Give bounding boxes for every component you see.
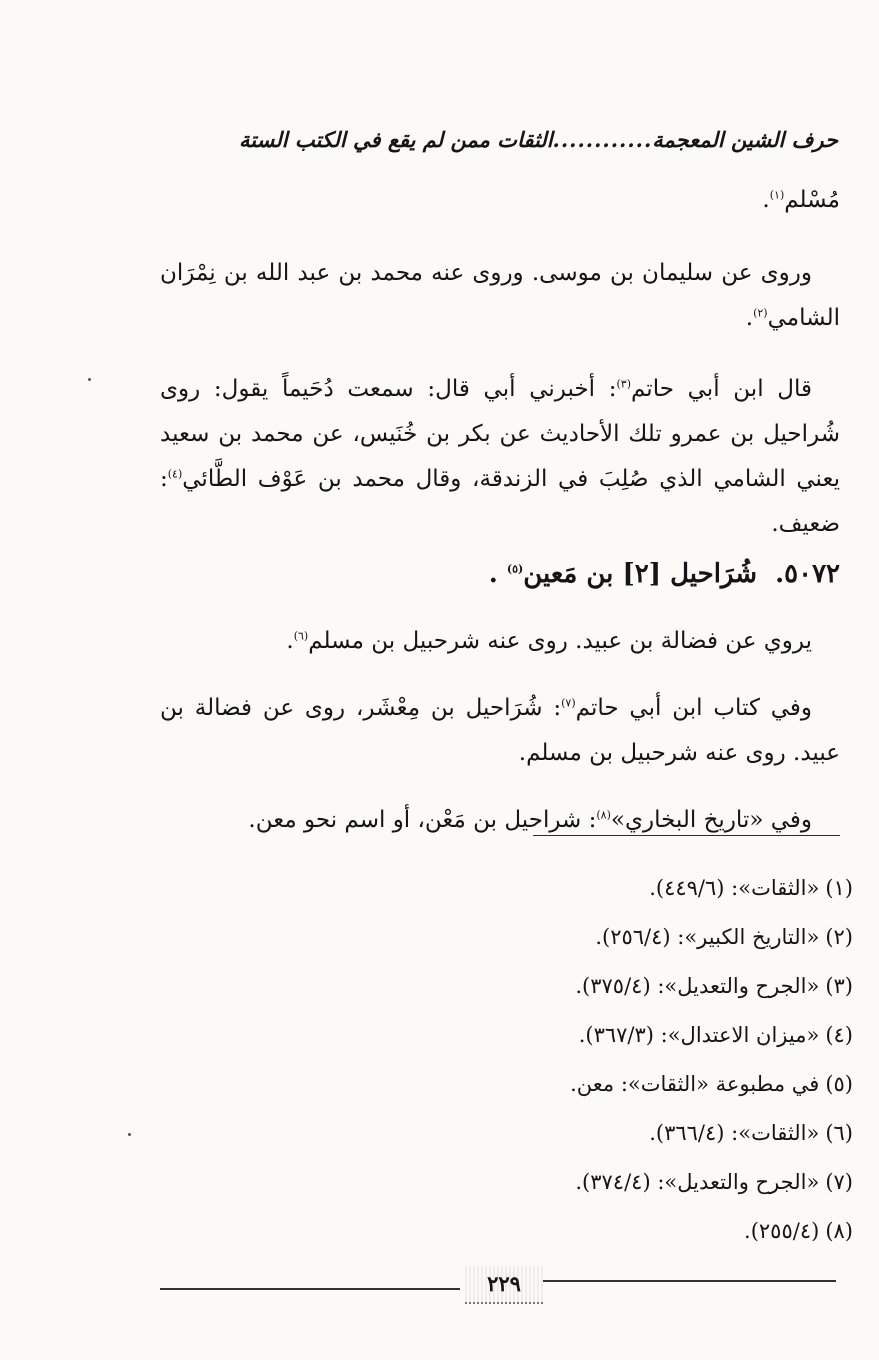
footnote-text: «الجرح والتعديل»: (٣٧٤/٤). (575, 1170, 820, 1194)
book-section-title: الثقات ممن لم يقع في الكتب الستة (239, 127, 553, 152)
footer-rule-left (160, 1288, 460, 1290)
footnote-ref: (٥) (506, 562, 524, 576)
paragraph-narration: يروي عن فضالة بن عبيد. روى عنه شرحبيل بن مسلم$^{(٦)}$. (286, 628, 812, 654)
footnote-ref: (٣) (616, 377, 631, 391)
footnote-text: «الثقات»: (٣٦٦/٤). (649, 1121, 820, 1145)
paragraph-continuation: مُسْلم$^{(١)}$. (762, 187, 840, 213)
footnote-ref: (٤) (167, 467, 183, 481)
footnote-item (380, 1158, 853, 1207)
entry-name: شُرَاحيل [٢] بن مَعين (523, 559, 758, 589)
footnote-ref: (٨) (596, 808, 611, 822)
footnote-text: (٢٥٥/٤). (744, 1219, 820, 1243)
entry-heading: ٥٠٧٢.شُرَاحيل [٢] بن مَعين$^{(٥)}$ . (488, 559, 840, 589)
footnotes (380, 864, 853, 1256)
scan-speck (128, 1133, 131, 1136)
footnote-divider (533, 835, 840, 836)
footnote-text: «الجرح والتعديل»: (٣٧٥/٤). (575, 974, 820, 998)
footnote-number: (٨) (825, 1219, 853, 1243)
footnote-number: (٧) (825, 1170, 853, 1194)
entry-number: ٥٠٧٢. (775, 559, 840, 589)
footnote-item (380, 1207, 853, 1256)
footnote-item (380, 962, 853, 1011)
footnote-item (380, 1060, 853, 1109)
scan-speck (88, 378, 91, 381)
main-text (160, 178, 840, 843)
footnote-item (380, 913, 853, 962)
paragraph-bukhari: وفي «تاريخ البخاري»$^{(٨)}$: شراحيل بن مَعْن، أو اسم نحو معن. (248, 807, 812, 833)
footnote-item (380, 864, 853, 913)
chapter-title: حرف الشين المعجمة (652, 127, 838, 152)
footnote-ref: (٦) (293, 629, 309, 643)
footnote-text: في مطبوعة «الثقات»: معن. (570, 1072, 820, 1096)
footnote-item (380, 1109, 853, 1158)
footnote-text: «الثقات»: (٤٤٩/٦). (649, 876, 820, 900)
paragraph-narrators: وروى عن سليمان بن موسى. وروى عنه محمد بن عبد الله بن نِمْرَان الشامي$^{(٢)}$. (160, 260, 840, 331)
paragraph-ibn-abi-hatim-book: وفي كتاب ابن أبي حاتم$^{(٧)}$: شُرَاحيل بن مِعْشَر، روى عن فضالة بن عبيد. روى عنه شرحبيل بن مسلم. (160, 695, 840, 766)
header-dot-leader: ............ (552, 127, 653, 152)
paragraph-ibn-abi-hatim: قال ابن أبي حاتم$^{(٣)}$: أخبرني أبي قال: سمعت دُحَيماً يقول: روى شُراحيل بن عمرو تلك الأحاديث عن بكر بن خُنَيس، عن محمد بن سعيد يعني الشامي الذي صُلِبَ في الزندقة، وقال محمد بن عَوْف الطَّائي$^{(٤)}$: ضعيف. (160, 376, 840, 537)
footnote-number: (٦) (825, 1121, 853, 1145)
footnote-ref: (٢) (753, 306, 768, 320)
footnote-item (380, 1011, 853, 1060)
footnote-text: «ميزان الاعتدال»: (٣٦٧/٣). (578, 1023, 820, 1047)
footnote-number: (٣) (825, 974, 853, 998)
footnote-number: (٢) (825, 925, 853, 949)
footnote-text: «التاريخ الكبير»: (٢٥٦/٤). (595, 925, 820, 949)
footnote-ref: (٧) (561, 696, 576, 710)
running-header (170, 125, 838, 165)
page-number: ٢٢٩ (465, 1266, 543, 1304)
footnote-number: (١) (825, 876, 853, 900)
footnote-number: (٤) (825, 1023, 853, 1047)
footnote-ref: (١) (769, 188, 785, 202)
footer-rule-right (543, 1280, 836, 1282)
footnote-number: (٥) (825, 1072, 853, 1096)
